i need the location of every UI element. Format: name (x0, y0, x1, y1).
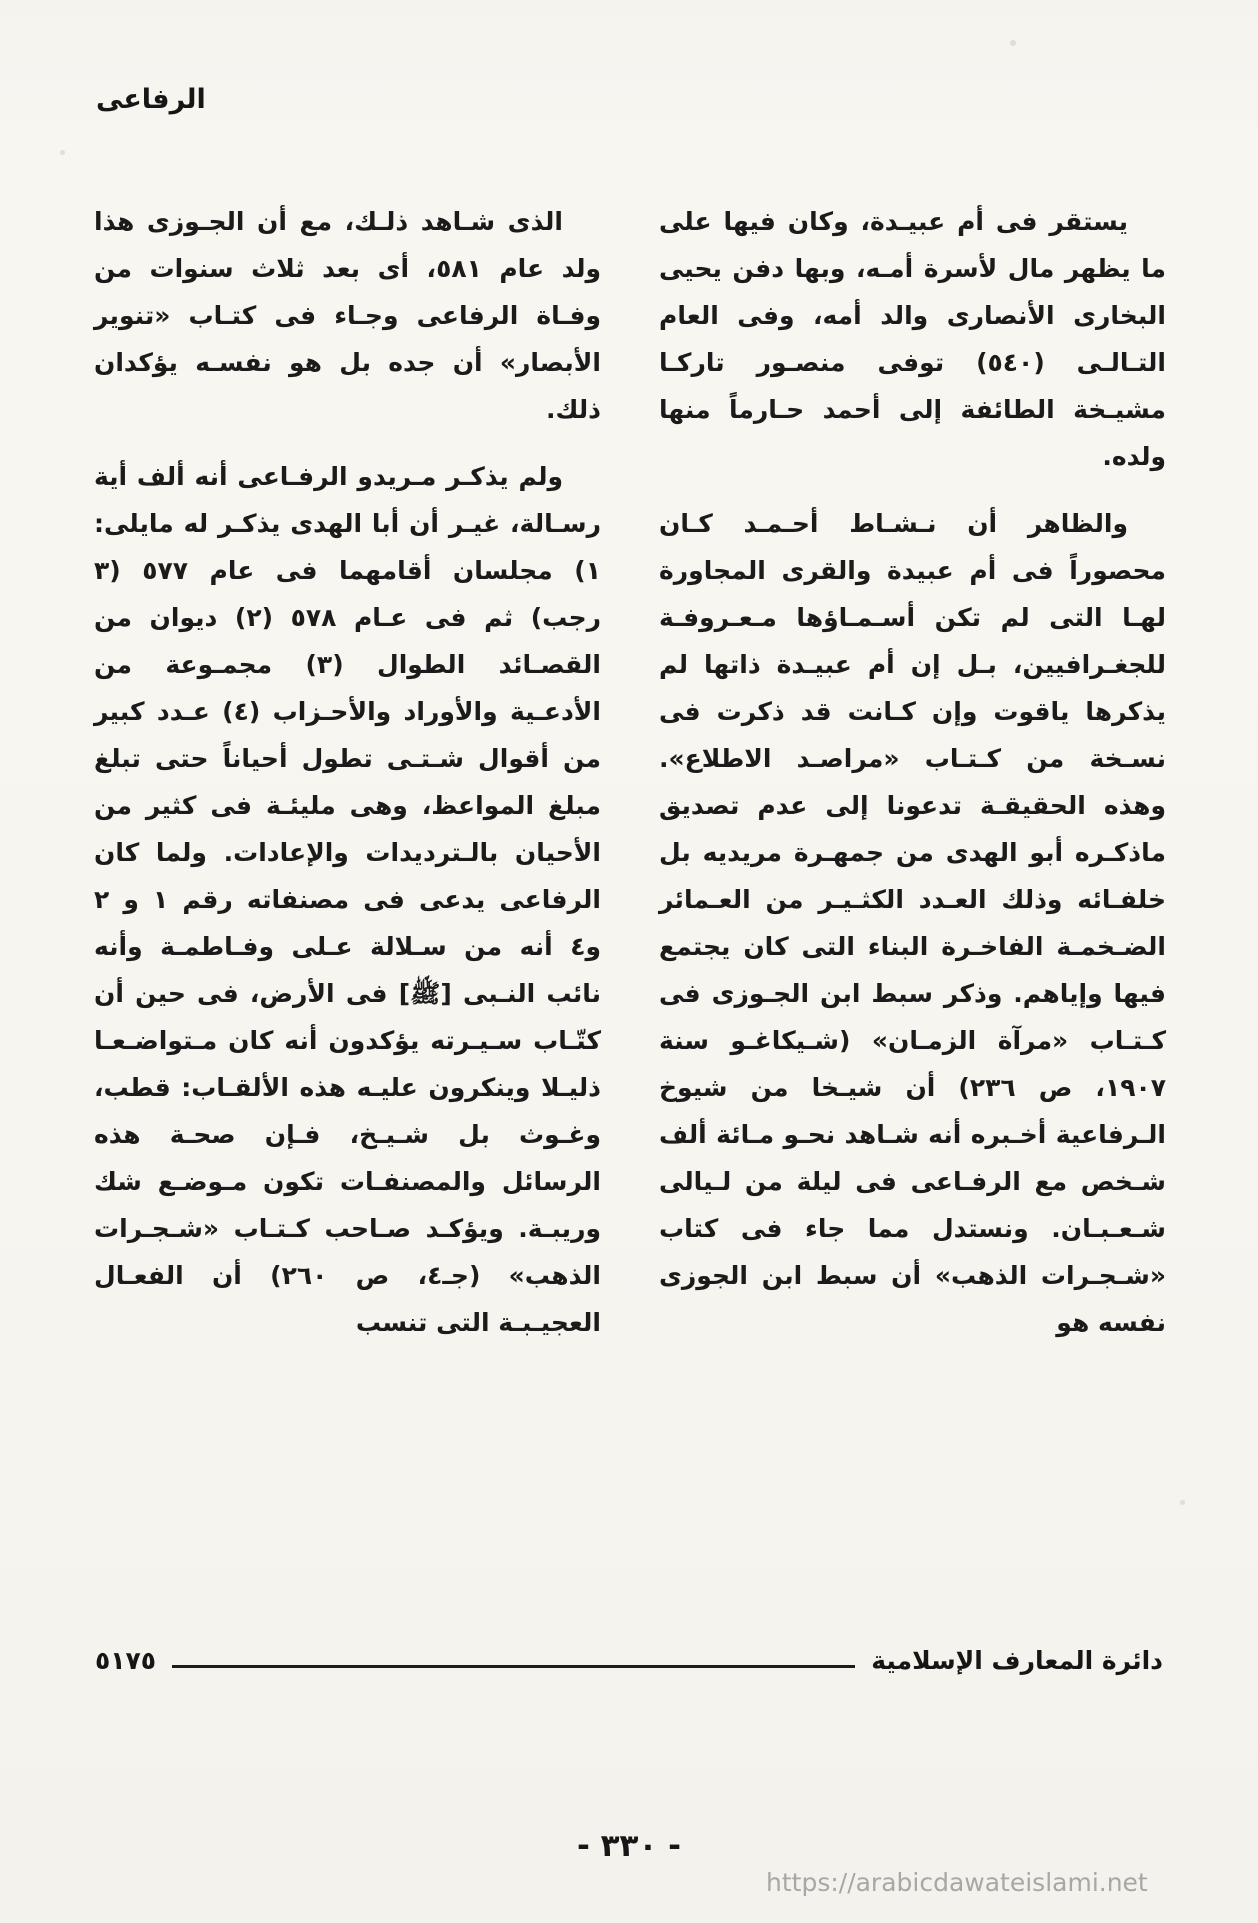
footer-encyclopedia-title: دائرة المعارف الإسلامية (871, 1646, 1163, 1675)
text-column-right (659, 198, 1166, 1366)
text-column-left (94, 198, 601, 1366)
watermark-url: https://arabicdawateislami.net (766, 1868, 1148, 1897)
paragraph: الذى شـاهد ذلـك، مع أن الجـوزى هذا ولد عام ٥٨١، أى بعد ثلاث سنوات من وفـاة الرفاعى وجـاء فى كتـاب «تنوير الأبصار» أن جده بل هو نفسـه يؤكدان ذلك. (94, 207, 602, 424)
paragraph: يستقر فى أم عبيـدة، وكان فيها على ما يظهر مال لأسرة أمـه، وبها دفن يحيى البخارى الأنصارى والد أمه، وفى العام التـالـى (٥٤٠) توفى منصـور تاركـا مشيـخة الطائفة إلى أحمد حـارماً منها ولده. (659, 207, 1166, 471)
footer-volume-number: ٥١٧٥ (95, 1646, 157, 1675)
running-head: الرفاعى (96, 84, 206, 115)
page-number: - ٣٣٠ - (576, 1828, 682, 1864)
footer-rule (172, 1665, 855, 1668)
paragraph: والظاهر أن نـشـاط أحـمـد كـان محصوراً فى أم عبيدة والقرى المجاورة لهـا التى لم تكن أسـمـاؤها مـعـروفـة للجغـرافيين، بـل إن أم عبيـدة ذاتها لم يذكرها ياقوت وإن كـانت قد ذكرت فى نسـخة من كـتـاب «مراصـد الاطلاع». وهذه الحقيقـة تدعونا إلى عدم تصديق ماذكـره أبو الهدى من جمهـرة مريديه بل خلفـائه وذلك العـدد الكثـيـر من العـمائر الضـخمـة الفاخـرة البناء التى كان يجتمع فيها وإياهم. وذكر سبط ابن الجـوزى فى كـتـاب «مرآة الزمـان» (شـيكاغـو سنة ١٩٠٧، ص ٢٣٦) أن شيـخا من شيوخ الـرفاعية أخـبره أنه شـاهد نحـو مـائة ألف شـخص مع الرفـاعى فى ليلة من لـيالى شـعـبـان. ونستدل مما جاء فى كتاب «شـجـرات الذهب» أن سبط ابن الجوزى نفسه هو (659, 509, 1166, 1337)
text-body (94, 198, 1166, 1366)
paragraph: ولم يذكـر مـريدو الرفـاعى أنه ألف أية رسـالة، غيـر أن أبا الهدى يذكـر له مايلى: ١) مجلسان أقامهما فى عام ٥٧٧ (٣ رجب) ثم فى عـام ٥٧٨ (٢) ديوان من القصـائد الطوال (٣) مجمـوعة من الأدعـية والأوراد والأحـزاب (٤) عـدد كبير من أقوال شـتـى تطول أحياناً حتى تبلغ مبلغ المواعظ، وهى مليئـة فى كثير من الأحيان بالـترديدات والإعادات. ولما كان الرفاعى يدعى فى مصنفاته رقم ١ و ٢ و٤ أنه من سـلالة عـلى وفـاطمـة وأنه نائب النـبى [ﷺ] فى الأرض، فى حين أن كتّـاب سـيـرته يؤكدون أنه كان مـتواضـعـا ذليـلا وينكرون عليـه هذه الألقـاب: قطب، وغـوث بل شـيـخ، فـإن صحـة هذه الرسائل والمصنفـات تكون مـوضـع شك وريبـة. ويؤكـد صـاحب كـتـاب «شـجـرات الذهب» (جـ٤، ص ٢٦٠) أن الفعـال العجيـبـة التى تنسب (94, 462, 601, 1337)
scan-speck (1180, 1500, 1185, 1505)
scan-speck (60, 150, 65, 155)
scan-speck (1010, 40, 1016, 46)
footer (95, 1646, 1163, 1675)
